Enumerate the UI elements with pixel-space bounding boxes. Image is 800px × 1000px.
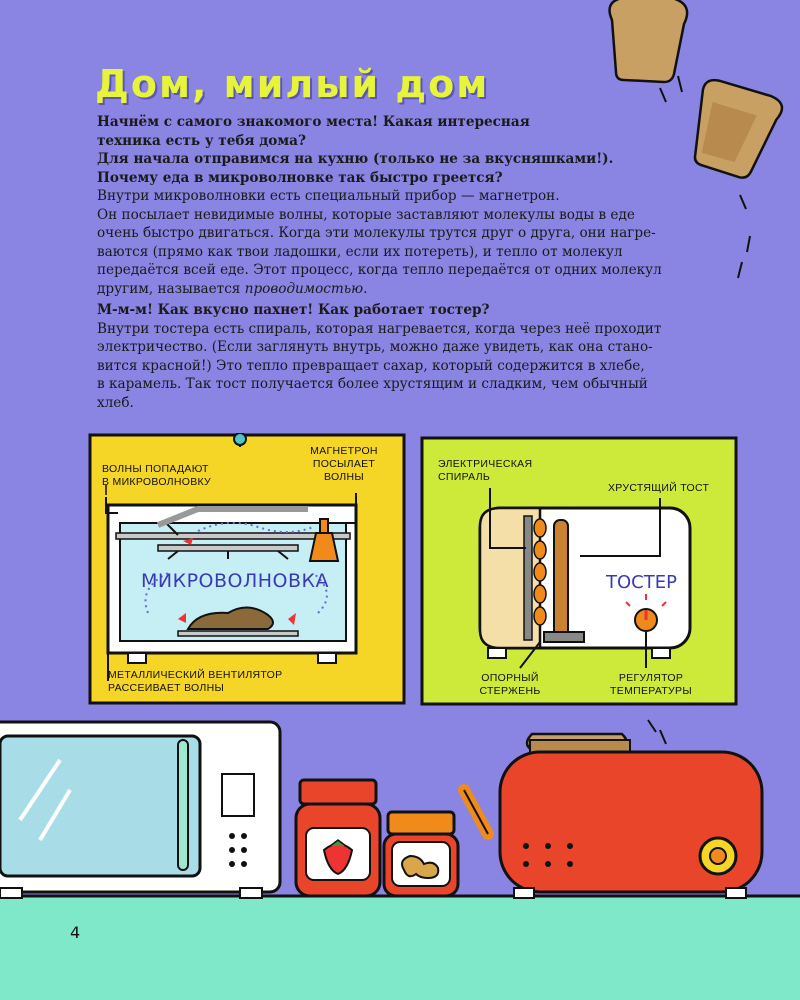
text-span: другим, называется bbox=[97, 280, 245, 297]
label-line: ВОЛНЫ bbox=[324, 471, 364, 483]
page-title: Дом, милый дом bbox=[95, 62, 490, 106]
label-magnetron bbox=[302, 445, 386, 484]
label-line: ОПОРНЫЙ bbox=[481, 672, 539, 684]
label-regulator bbox=[596, 672, 706, 698]
paragraph-line: хлеб. bbox=[97, 394, 134, 411]
label-toast: ХРУСТЯЩИЙ ТОСТ bbox=[608, 482, 710, 494]
page-number: 4 bbox=[70, 923, 81, 942]
paragraph-line: очень быстро двигаться. Когда эти молекулы трутся друг о друга, они нагре- bbox=[97, 225, 656, 241]
paragraph-line bbox=[97, 280, 737, 299]
term-conductivity: проводимостью bbox=[244, 280, 364, 297]
label-line: РАССЕИВАЕТ ВОЛНЫ bbox=[108, 682, 225, 694]
paragraph-line: Он посылает невидимые волны, которые заставляют молекулы воды в еде bbox=[97, 206, 635, 223]
paragraph-line: передаётся всей еде. Этот процесс, когда тепло передаётся от одних молекул bbox=[97, 262, 662, 278]
kitchen-scene bbox=[0, 700, 800, 1000]
label-line: СТЕРЖЕНЬ bbox=[479, 685, 541, 697]
label-rod bbox=[470, 672, 550, 698]
question-line: М-м-м! Как вкусно пахнет! Как работает тостер? bbox=[97, 302, 490, 318]
label-line: ЭЛЕКТРИЧЕСКАЯ bbox=[438, 458, 533, 470]
peanut-jar-illustration bbox=[384, 812, 458, 896]
question-line: техника есть у тебя дома? bbox=[97, 132, 306, 149]
label-line: СПИРАЛЬ bbox=[438, 471, 491, 483]
question-line: Начнём с самого знакомого места! Какая интересная bbox=[97, 114, 530, 130]
label-fan bbox=[108, 669, 282, 695]
paragraph-line: электричество. (Если заглянуть внутрь, можно даже увидеть, как она стано- bbox=[97, 339, 653, 355]
toast-slice-icon bbox=[610, 0, 688, 82]
label-line: ПОСЫЛАЕТ bbox=[312, 458, 376, 470]
label-line: РЕГУЛЯТОР bbox=[618, 672, 684, 684]
label-line: В МИКРОВОЛНОВКУ bbox=[102, 476, 212, 488]
paragraph-line: вится красной!) Это тепло превращает сахар, который содержится в хлебе, bbox=[97, 357, 645, 374]
microwave-illustration bbox=[0, 722, 280, 898]
toaster-diagram-panel bbox=[420, 436, 738, 706]
label-line: МАГНЕТРОН bbox=[310, 445, 378, 457]
toaster-device-name: ТОСТЕР bbox=[606, 572, 677, 593]
intro-text bbox=[97, 113, 737, 298]
question-line: Для начала отправимся на кухню (только не за вкусняшками!). bbox=[97, 151, 614, 167]
paragraph-line: Внутри микроволновки есть специальный прибор — магнетрон. bbox=[97, 188, 560, 204]
microwave-diagram-panel bbox=[88, 433, 406, 705]
toaster-text bbox=[97, 301, 737, 412]
microwave-device-name: МИКРОВОЛНОВКА bbox=[140, 570, 330, 592]
paragraph-line: Внутри тостера есть спираль, которая нагревается, когда через неё проходит bbox=[97, 320, 662, 337]
coil-icon bbox=[534, 519, 546, 625]
question-line: Почему еда в микроволновке так быстро греется? bbox=[97, 169, 503, 186]
paragraph-line: ваются (прямо как твои ладошки, если их потереть), и тепло от молекул bbox=[97, 243, 623, 260]
label-coil bbox=[438, 458, 532, 484]
toaster-illustration bbox=[464, 720, 762, 898]
paragraph-line: в карамель. Так тост получается более хрустящим и сладким, чем обычный bbox=[97, 376, 648, 392]
label-line: МЕТАЛЛИЧЕСКИЙ ВЕНТИЛЯТОР bbox=[108, 669, 283, 681]
label-waves bbox=[102, 463, 211, 489]
text-span: . bbox=[363, 280, 368, 297]
label-line: ВОЛНЫ ПОПАДАЮТ bbox=[102, 463, 209, 475]
jam-jar-illustration bbox=[296, 780, 380, 896]
label-line: ТЕМПЕРАТУРЫ bbox=[610, 685, 692, 697]
